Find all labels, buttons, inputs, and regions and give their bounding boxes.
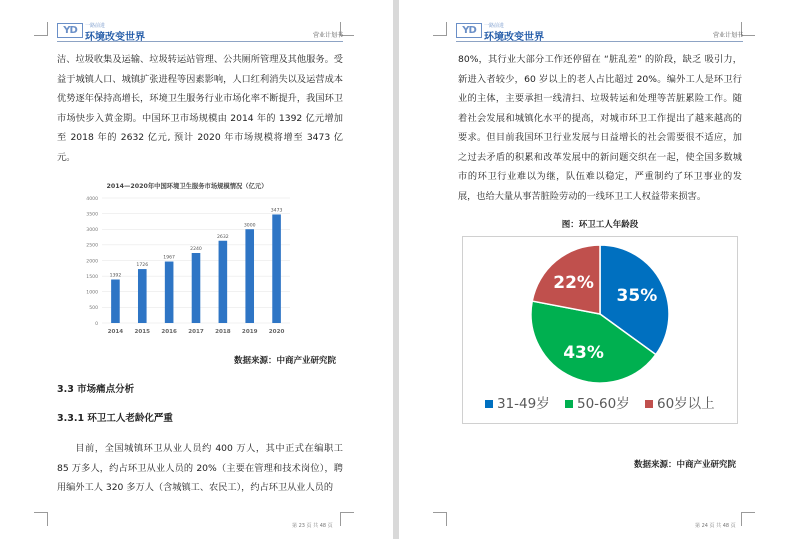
bar-2019 (245, 229, 254, 323)
crop-mark (34, 512, 48, 526)
y-tick-label: 0 (95, 321, 98, 327)
chart-title: 2014—2020年中国环境卫生服务市场规模情况（亿元） (106, 183, 268, 190)
bar-2015 (138, 269, 147, 323)
logo: YD (456, 23, 482, 38)
y-tick-label: 3000 (86, 228, 98, 234)
x-axis-ticks (108, 329, 285, 335)
crop-mark (433, 512, 447, 526)
bar-2018 (219, 241, 228, 323)
chart-legend (485, 395, 715, 412)
logo: YD (57, 23, 83, 38)
bar-value-label: 1392 (109, 273, 122, 279)
y-tick-label: 500 (89, 306, 98, 312)
x-tick-label: 2015 (134, 329, 151, 335)
bar-2020 (272, 214, 281, 323)
x-tick-label: 2014 (107, 329, 124, 335)
x-tick-label: 2016 (161, 329, 177, 335)
legend-swatch (645, 400, 653, 408)
legend-label: 60岁以上 (657, 396, 715, 412)
page-right (399, 0, 793, 539)
crop-mark (433, 22, 447, 36)
age-pie-chart (462, 236, 738, 424)
bar-value-label: 1726 (136, 263, 149, 269)
bar-value-label: 2632 (217, 234, 229, 240)
market-size-bar-chart (80, 176, 294, 342)
header-doc-label: 营业计划书 (712, 32, 743, 39)
bar-value-label: 3473 (270, 208, 283, 214)
body-paragraph: 目前，全国城镇环卫从业人员约 400 万人，其中正式在编职工 85 万多人，约占环卫从业人员的 20%（主要在管理和技术岗位），聘用编外工人 320 多万人（含城镇工、农民工），约占环卫从业人员的 (57, 443, 343, 493)
subsection-heading: 3.3.1 环卫工人老龄化严重 (57, 413, 173, 424)
data-source: 数据来源：中商产业研究院 (233, 356, 336, 366)
body-paragraph: 80%，其行业大部分工作还停留在 “脏乱差” 的阶段，缺乏 吸引力，新进入者较少，60 岁以上的老人占比超过 20%。编外工人是环卫行业的主体，主要承担一线清扫、垃圾转运和处理等苦脏累险工作。随着社会发展和城镇化水平的提高，对城市环卫工作提出了越来越高的要求。但目前我国环卫行业发展与日益增长的社会需要很不适应，加之过去矛盾的积累和改革发展中的新问题交织在一起，使全国多数城市的环卫行业难以为继，队伍难以稳定，严重制约了环卫事业的发展，也给大量从事苦脏险劳动的一线环卫工人权益带来损害。 (458, 54, 742, 202)
body-paragraph: 洁、垃圾收集及运输、垃圾转运站管理、公共厕所管理及其他服务。受益于城镇人口、城镇扩张进程等因素影响，人口红利消失以及运营成本优势逐年保持高增长，环境卫生服务行业市场化率不断提升，我国环卫市场快步入黄金期。中国环卫市场规模由 2014 年的 1392 亿元增加至 2018 年的 2632 亿元, 预计 2020 年市场规模将增至 3473 亿元。 (57, 54, 343, 163)
bar-value-label: 1967 (163, 255, 175, 261)
header-doc-label: 营业计划书 (312, 32, 343, 39)
crop-mark (741, 512, 755, 526)
pie-value-label: 22% (553, 273, 594, 294)
legend-swatch (485, 400, 493, 408)
bar-value-label: 2240 (190, 247, 202, 252)
page-header (456, 22, 743, 42)
legend-label: 31-49岁 (497, 396, 550, 412)
y-tick-label: 2500 (86, 243, 98, 249)
x-tick-label: 2019 (241, 329, 258, 335)
pie-chart-svg (463, 237, 737, 423)
bar-2014 (111, 280, 120, 324)
y-tick-label: 1500 (86, 274, 98, 280)
page-number: 第 23 页 共 48 页 (292, 523, 333, 529)
x-tick-label: 2018 (215, 329, 231, 335)
y-tick-label: 1000 (86, 290, 98, 296)
page-left (0, 0, 393, 539)
x-tick-label: 2017 (188, 329, 204, 335)
logo-caption: 一路前进 (484, 23, 505, 29)
legend-swatch (565, 400, 573, 408)
chart-bars (111, 214, 281, 323)
pie-value-label: 35% (616, 286, 658, 307)
page-number: 第 24 页 共 48 页 (695, 523, 736, 529)
legend-label: 50-60岁 (577, 396, 630, 412)
crop-mark (340, 512, 354, 526)
page-header (57, 22, 343, 42)
x-tick-label: 2020 (268, 329, 285, 335)
header-slogan: 环境改变世界 (85, 32, 145, 43)
bar-2016 (165, 262, 174, 323)
data-source: 数据来源：中商产业研究院 (633, 460, 736, 470)
y-tick-label: 2000 (86, 259, 98, 265)
bar-2017 (192, 253, 201, 323)
y-axis-ticks (86, 196, 98, 327)
chart-caption: 图：环卫工人年龄段 (561, 220, 639, 230)
pie-value-label: 43% (563, 342, 604, 363)
section-heading: 3.3 市场痛点分析 (57, 384, 135, 395)
y-tick-label: 3500 (86, 212, 98, 218)
header-slogan: 环境改变世界 (484, 32, 544, 43)
crop-mark (34, 22, 48, 36)
crop-mark (741, 22, 755, 36)
logo-caption: 一路前进 (85, 23, 106, 29)
bar-chart-svg (80, 176, 294, 342)
bar-value-label: 3000 (243, 223, 256, 229)
y-tick-label: 4000 (86, 196, 98, 202)
